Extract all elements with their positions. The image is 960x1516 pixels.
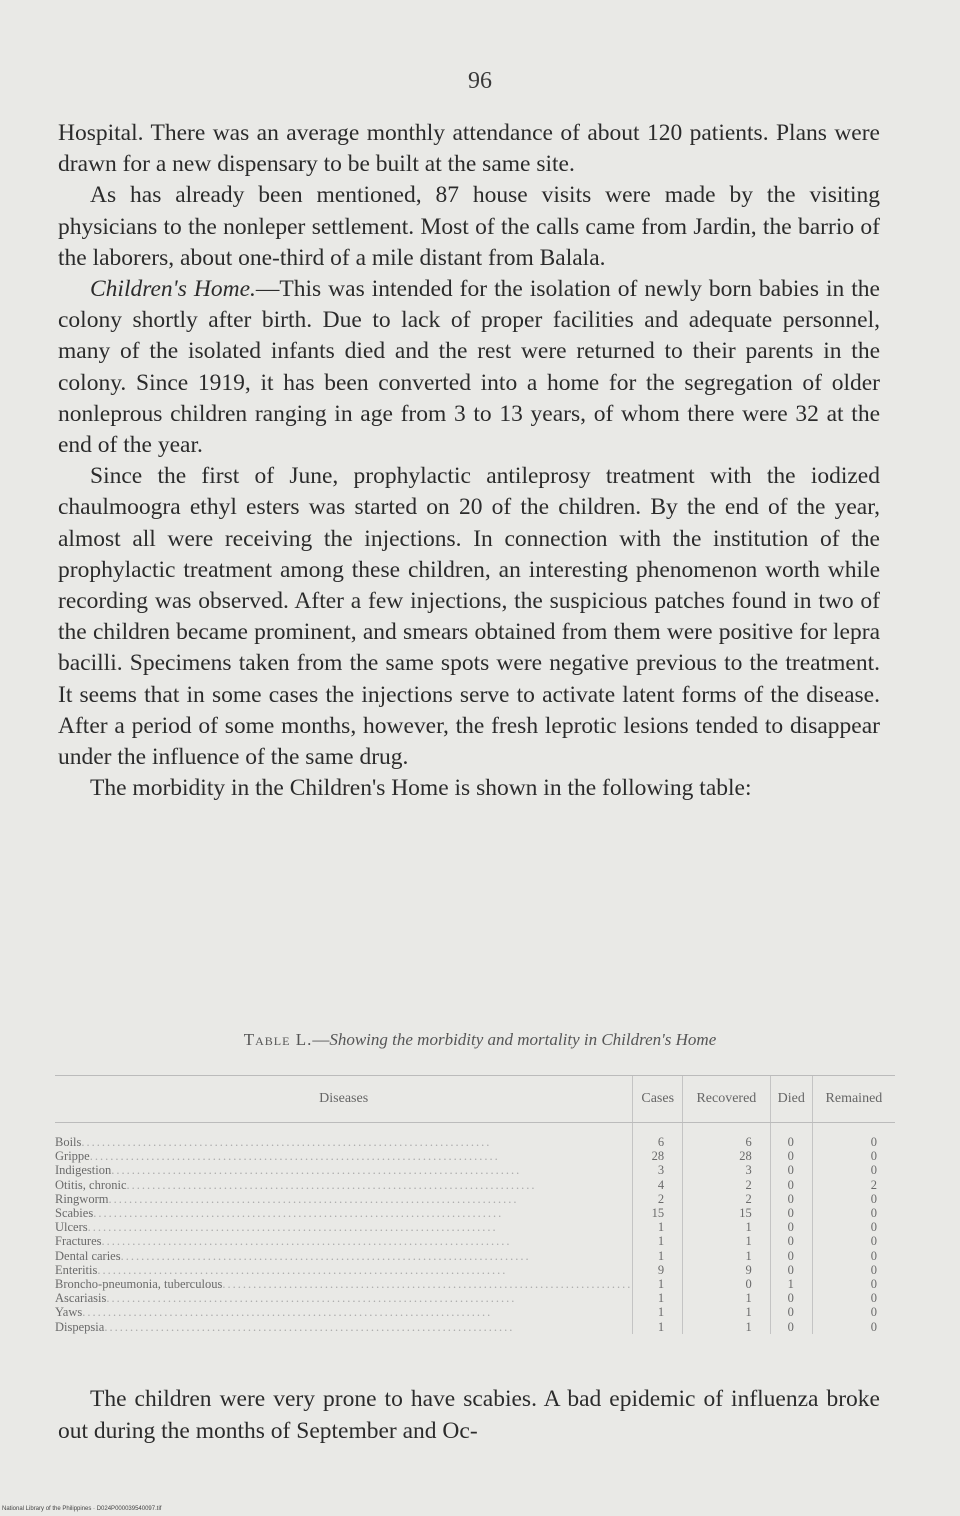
- table-row: [55, 1178, 895, 1192]
- header-cases: Cases: [633, 1076, 683, 1123]
- cell-cases: 6: [633, 1123, 683, 1150]
- morbidity-table-wrap: [55, 1075, 895, 1334]
- cell-cases: 1: [633, 1320, 683, 1334]
- table-caption: [0, 1030, 960, 1050]
- cell-recovered: 1: [683, 1220, 771, 1234]
- closing-text: [58, 1384, 880, 1447]
- header-died: Died: [770, 1076, 812, 1123]
- cell-remained: 0: [812, 1277, 895, 1291]
- leader-dots: ................................................................................: [101, 1234, 512, 1249]
- disease-name: Broncho-pneumonia, tuberculous: [55, 1277, 223, 1292]
- body-text: [58, 118, 880, 804]
- cell-died: 1: [770, 1277, 812, 1291]
- cell-disease: [55, 1206, 633, 1220]
- table-body: [55, 1123, 895, 1334]
- leader-dots: ................................................................................: [89, 1149, 500, 1164]
- leader-dots: ................................................................................: [120, 1248, 531, 1263]
- cell-disease: [55, 1178, 633, 1192]
- cell-remained: 0: [812, 1320, 895, 1334]
- cell-recovered: 1: [683, 1234, 771, 1248]
- disease-name: Indigestion: [55, 1163, 112, 1178]
- cell-died: 0: [770, 1178, 812, 1192]
- disease-name: Ascariasis: [55, 1291, 107, 1306]
- table-row: [55, 1192, 895, 1206]
- paragraph-house-visits: As has already been mentioned, 87 house visits were made by the visiting physicians to the nonleper settlement. Most of the calls came from Jardin, the barrio of the laborers, about one-third of a mile distant from Balala.: [58, 182, 880, 271]
- scan-footer-note: National Library of the Philippines · D024P000039540097.tif: [2, 1506, 162, 1512]
- cell-recovered: 2: [683, 1192, 771, 1206]
- disease-name: Scabies: [55, 1206, 94, 1221]
- disease-name: Grippe: [55, 1149, 90, 1164]
- cell-remained: 2: [812, 1178, 895, 1192]
- leader-dots: ................................................................................: [87, 1220, 498, 1235]
- cell-disease: [55, 1234, 633, 1248]
- table-row: [55, 1149, 895, 1163]
- leader-dots: ................................................................................: [108, 1191, 519, 1206]
- disease-name: Otitis, chronic: [55, 1177, 127, 1192]
- cell-cases: 1: [633, 1234, 683, 1248]
- cell-died: 0: [770, 1220, 812, 1234]
- table-row: [55, 1277, 895, 1291]
- cell-cases: 1: [633, 1305, 683, 1319]
- cell-recovered: 1: [683, 1291, 771, 1305]
- disease-name: Ringworm: [55, 1191, 109, 1206]
- cell-disease: [55, 1220, 633, 1234]
- cell-died: 0: [770, 1305, 812, 1319]
- cell-remained: 0: [812, 1263, 895, 1277]
- leader-dots: ................................................................................: [82, 1305, 493, 1320]
- cell-died: 0: [770, 1149, 812, 1163]
- table-row: [55, 1163, 895, 1177]
- table-row: [55, 1206, 895, 1220]
- header-remained: Remained: [812, 1076, 895, 1123]
- cell-disease: [55, 1291, 633, 1305]
- leader-dots: ................................................................................: [126, 1177, 537, 1192]
- cell-remained: 0: [812, 1123, 895, 1150]
- cell-died: 0: [770, 1192, 812, 1206]
- cell-cases: 1: [633, 1277, 683, 1291]
- cell-cases: 9: [633, 1263, 683, 1277]
- cell-died: 0: [770, 1263, 812, 1277]
- leader-dots: ................................................................................: [93, 1206, 504, 1221]
- cell-died: 0: [770, 1206, 812, 1220]
- cell-remained: 0: [812, 1234, 895, 1248]
- cell-cases: 1: [633, 1291, 683, 1305]
- cell-recovered: 2: [683, 1178, 771, 1192]
- cell-recovered: 1: [683, 1249, 771, 1263]
- cell-disease: [55, 1249, 633, 1263]
- paragraph-morbidity-intro: The morbidity in the Children's Home is shown in the following table:: [90, 775, 752, 802]
- cell-disease: [55, 1263, 633, 1277]
- disease-name: Dispepsia: [55, 1319, 105, 1334]
- cell-recovered: 1: [683, 1305, 771, 1319]
- table-row: [55, 1123, 895, 1150]
- table-row: [55, 1249, 895, 1263]
- cell-remained: 0: [812, 1305, 895, 1319]
- cell-remained: 0: [812, 1220, 895, 1234]
- cell-disease: [55, 1149, 633, 1163]
- cell-disease: [55, 1305, 633, 1319]
- table-row: [55, 1234, 895, 1248]
- leader-dots: ................................................................................: [106, 1291, 517, 1306]
- cell-disease: [55, 1123, 633, 1150]
- disease-name: Yaws: [55, 1305, 83, 1320]
- cell-recovered: 6: [683, 1123, 771, 1150]
- leader-dots: ................................................................................: [222, 1277, 633, 1292]
- cell-remained: 0: [812, 1291, 895, 1305]
- cell-died: 0: [770, 1320, 812, 1334]
- cell-cases: 1: [633, 1249, 683, 1263]
- disease-name: Fractures: [55, 1234, 102, 1249]
- section-dash: —: [255, 276, 280, 303]
- cell-disease: [55, 1320, 633, 1334]
- disease-name: Dental caries: [55, 1248, 121, 1263]
- section-heading: Children's Home.: [90, 276, 256, 303]
- disease-name: Ulcers: [55, 1220, 88, 1235]
- cell-recovered: 28: [683, 1149, 771, 1163]
- cell-disease: [55, 1163, 633, 1177]
- cell-remained: 0: [812, 1192, 895, 1206]
- cell-died: 0: [770, 1291, 812, 1305]
- cell-disease: [55, 1277, 633, 1291]
- table-caption-label: Table L.: [243, 1030, 313, 1049]
- disease-name: Boils: [55, 1135, 82, 1149]
- cell-recovered: 3: [683, 1163, 771, 1177]
- morbidity-table: [55, 1075, 895, 1334]
- table-row: [55, 1305, 895, 1319]
- cell-remained: 0: [812, 1249, 895, 1263]
- table-row: [55, 1220, 895, 1234]
- paragraph-childrens-home-text: This was intended for the isolation of newly born babies in the colony shortly after birth. Due to lack of proper facilities and adequate personnel, many of the isolated infants died and the rest were returned to their parents in the colony. Since 1919, it has been converted into a home for the segregation of older nonleprous children ranging in age from 3 to 13 years, of whom there were 32 at the end of the year.: [58, 276, 880, 459]
- cell-remained: 0: [812, 1163, 895, 1177]
- leader-dots: ................................................................................: [111, 1163, 522, 1178]
- table-caption-title: Showing the morbidity and mortality in Children's Home: [329, 1030, 717, 1049]
- table-caption-dash: —: [312, 1030, 330, 1049]
- page-number: 96: [468, 68, 492, 94]
- paragraph-childrens-home: [58, 274, 880, 461]
- cell-recovered: 0: [683, 1277, 771, 1291]
- cell-disease: [55, 1192, 633, 1206]
- cell-died: 0: [770, 1123, 812, 1150]
- disease-name: Enteritis: [55, 1262, 98, 1277]
- paragraph-hospital: Hospital. There was an average monthly attendance of about 120 patients. Plans were drawn for a new dispensary to be built at the same site.: [58, 120, 880, 178]
- cell-cases: 2: [633, 1192, 683, 1206]
- cell-died: 0: [770, 1234, 812, 1248]
- cell-cases: 4: [633, 1178, 683, 1192]
- table-row: [55, 1320, 895, 1334]
- cell-cases: 3: [633, 1163, 683, 1177]
- leader-dots: ................................................................................: [97, 1262, 508, 1277]
- leader-dots: ................................................................................: [104, 1319, 515, 1334]
- cell-recovered: 1: [683, 1320, 771, 1334]
- cell-cases: 28: [633, 1149, 683, 1163]
- paragraph-prophylactic: Since the first of June, prophylactic antileprosy treatment with the iodized chaulmoogra ethyl esters was started on 20 of the children. By the end of the year, almost all were receiving the injections. In connection with the institution of the prophylactic treatment among these children, an interesting phenomenon worth while recording was observed. After a few injections, the suspicious patches found in two of the children became prominent, and smears obtained from them were positive for lepra bacilli. Specimens taken from the same spots were negative previous to the treatment. It seems that in some cases the injections serve to activate latent forms of the disease. After a period of some months, however, the fresh leprotic lesions tended to disappear under the influence of the same drug.: [58, 463, 880, 771]
- cell-remained: 0: [812, 1206, 895, 1220]
- cell-cases: 1: [633, 1220, 683, 1234]
- cell-recovered: 9: [683, 1263, 771, 1277]
- leader-dots: ................................................................................: [81, 1135, 492, 1149]
- table-row: [55, 1263, 895, 1277]
- cell-died: 0: [770, 1163, 812, 1177]
- table-header-row: [55, 1076, 895, 1123]
- table-row: [55, 1291, 895, 1305]
- cell-died: 0: [770, 1249, 812, 1263]
- header-diseases: Diseases: [55, 1076, 633, 1123]
- cell-recovered: 15: [683, 1206, 771, 1220]
- cell-remained: 0: [812, 1149, 895, 1163]
- header-recovered: Recovered: [683, 1076, 771, 1123]
- paragraph-scabies-influenza: The children were very prone to have scabies. A bad epidemic of influenza broke out during the months of September and Oc-: [58, 1386, 880, 1444]
- cell-cases: 15: [633, 1206, 683, 1220]
